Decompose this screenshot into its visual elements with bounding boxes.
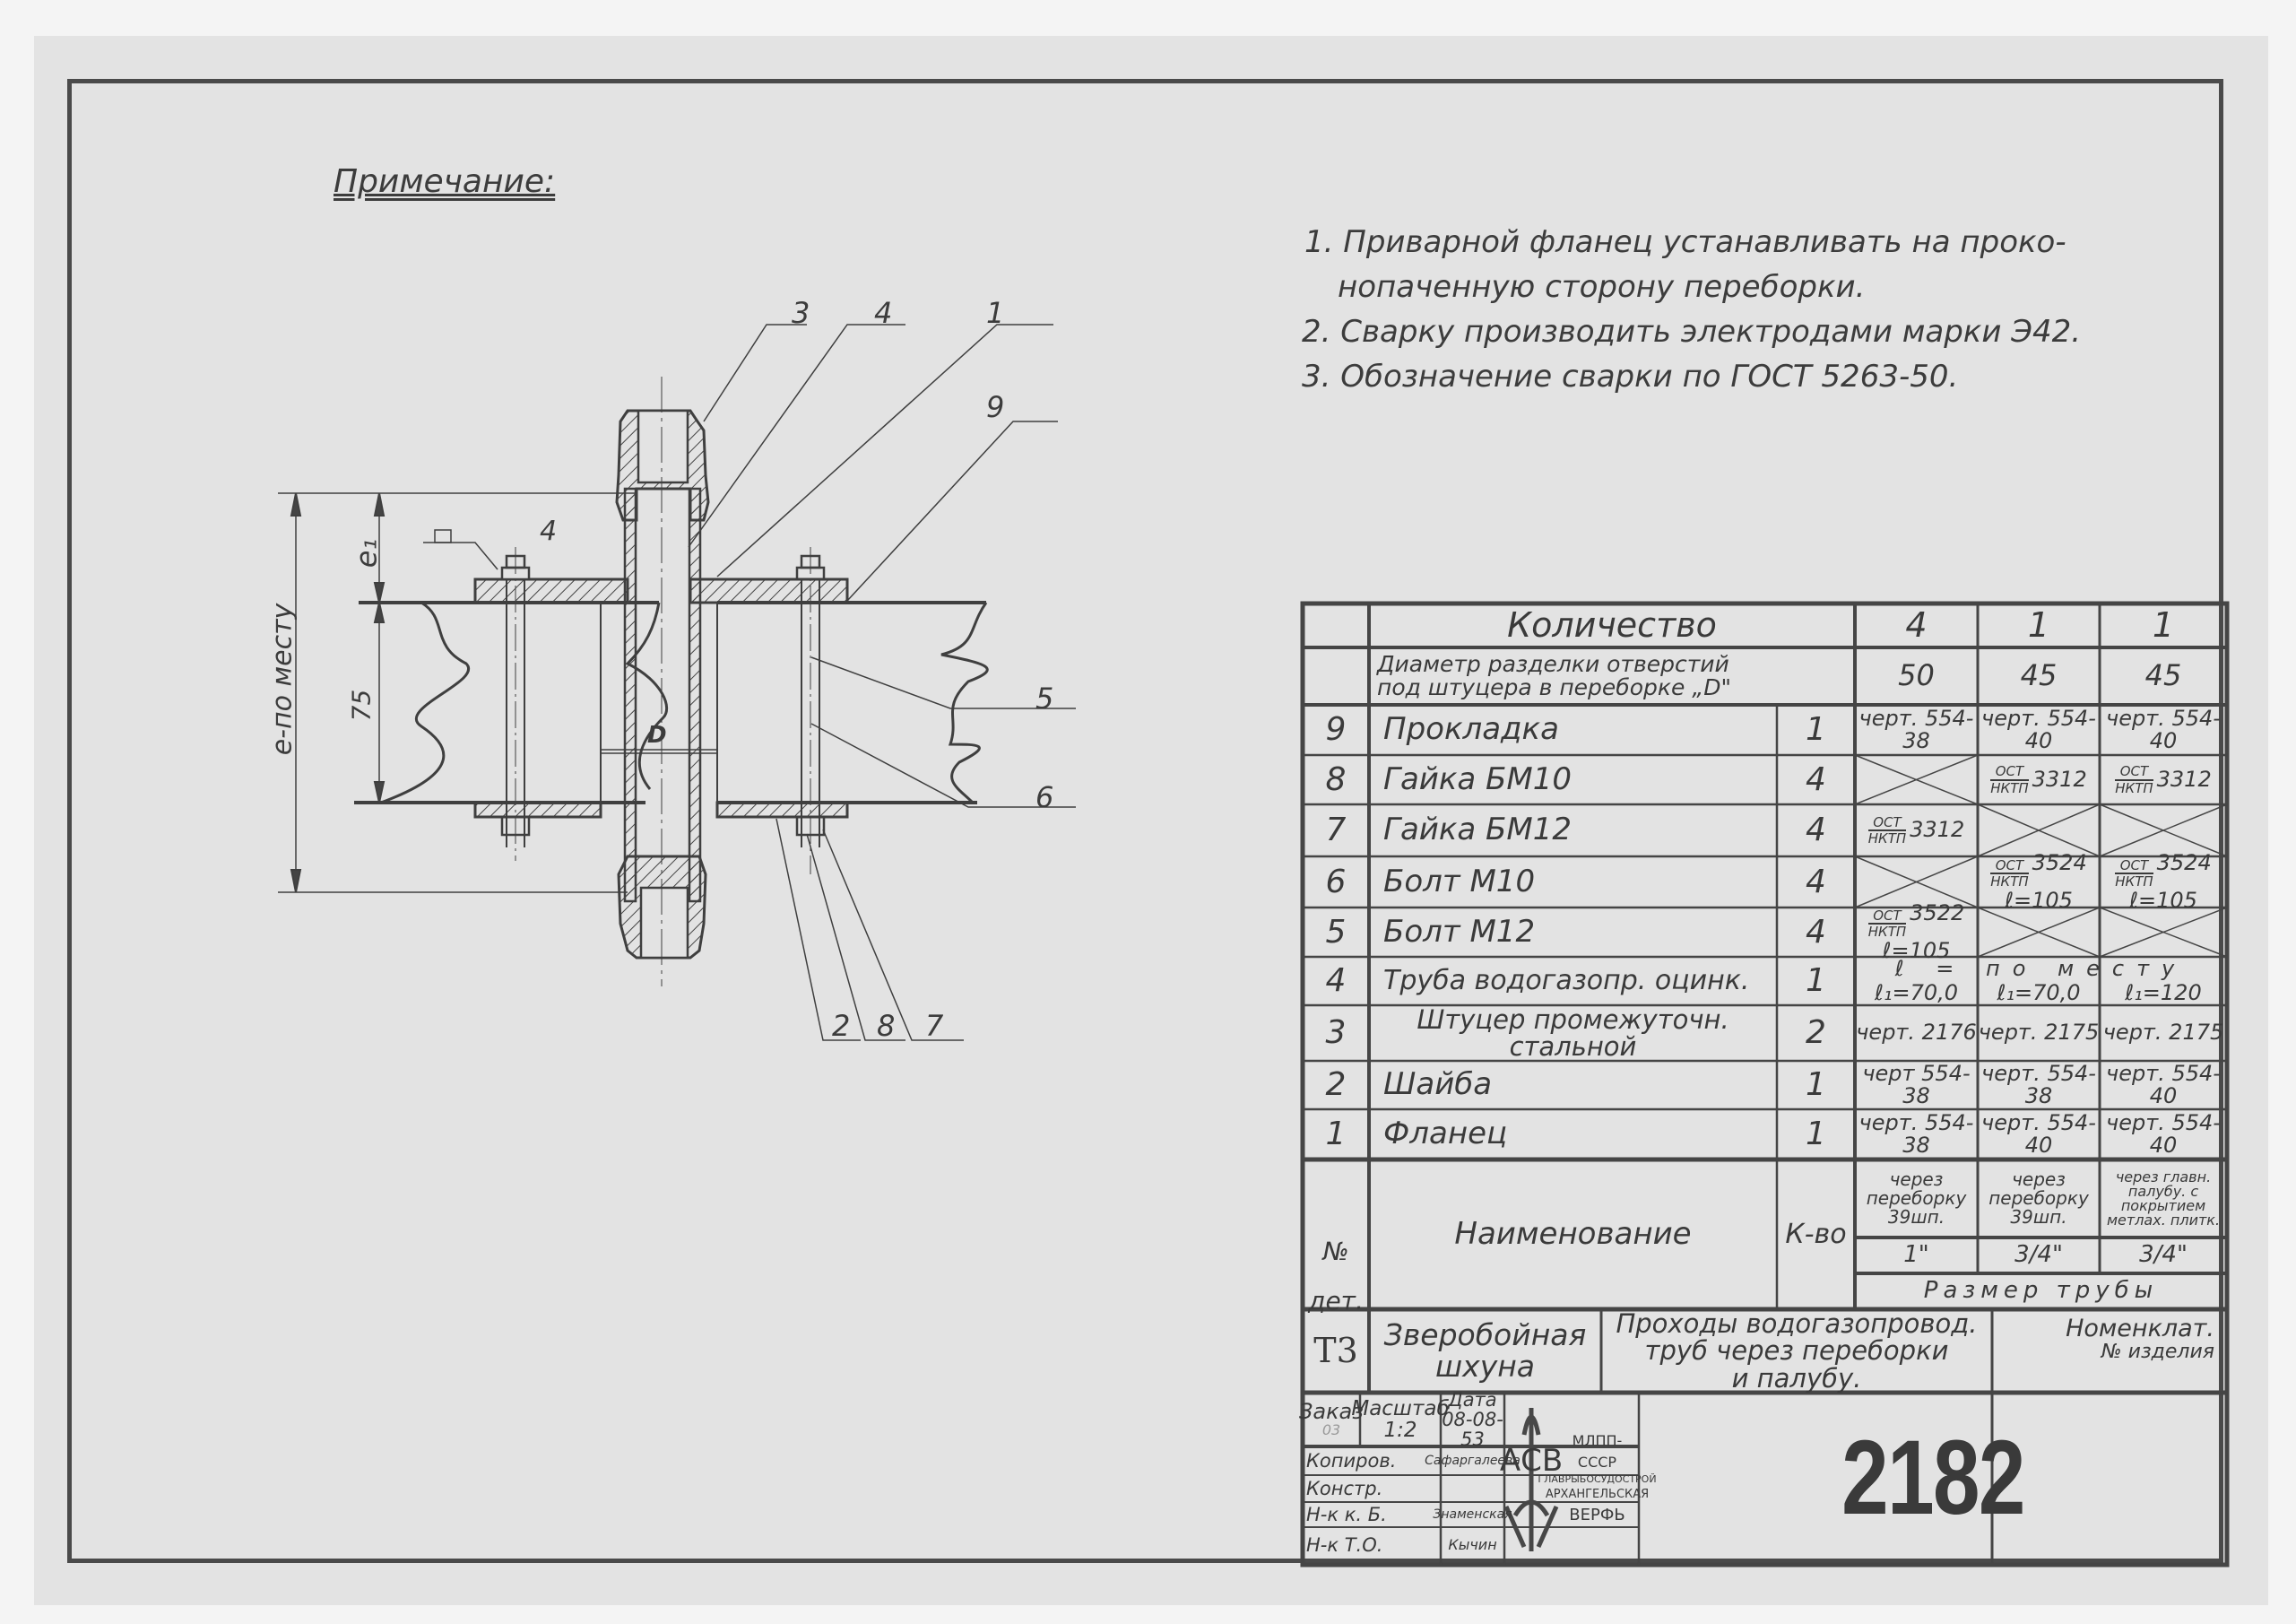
callout-2: 2 — [832, 1009, 851, 1043]
row-3-name — [1369, 1005, 1777, 1061]
quantity-variant-3: 1 — [2152, 604, 2175, 645]
row-7-no: 7 — [1325, 812, 1347, 849]
callout-8: 8 — [877, 1009, 896, 1043]
vessel-line-2: шхуна — [1434, 1348, 1536, 1384]
note-1-line-1: 1. Приварной фланец устанавливать на проко- — [1304, 224, 2066, 260]
row-9-qty: 1 — [1806, 711, 1826, 749]
row-4-no: 4 — [1325, 962, 1347, 1000]
role-designer-name — [1441, 1475, 1504, 1502]
row-2-name: Шайба — [1383, 1066, 1493, 1103]
row-3-qty: 2 — [1806, 1014, 1826, 1052]
row-9-no: 9 — [1325, 711, 1347, 749]
row-1-no: 1 — [1325, 1116, 1347, 1153]
header-no-symbol: № — [1322, 1236, 1349, 1266]
row-4-name: Труба водогазопр. оцинк. — [1383, 965, 1750, 997]
row-5-no: 5 — [1325, 913, 1347, 951]
row-9-variant-1: черт. 554-38 — [1858, 705, 1974, 753]
ost-label: ОСТ — [1868, 908, 1906, 925]
passage-variant-2 — [1978, 1159, 2100, 1238]
scale-label: Масштаб — [1351, 1396, 1450, 1420]
role-designer: Констр. — [1306, 1477, 1383, 1499]
role-copied: Копиров. — [1306, 1449, 1397, 1472]
row-7-name: Гайка БМ12 — [1383, 812, 1572, 848]
nktp-label: НКТП — [2115, 779, 2153, 796]
role-head-to: Н-к Т.О. — [1306, 1533, 1383, 1556]
notes-title: Примечание: — [334, 163, 556, 200]
passage-line: метлах. плитк. — [2106, 1211, 2221, 1229]
nktp-label: НКТП — [1867, 924, 1907, 941]
passage-line: переборку — [1988, 1187, 2089, 1209]
bolt-length: ℓ=105 — [2129, 887, 2197, 913]
ost-label: ОСТ — [2115, 764, 2153, 781]
row-1-variant-2: черт. 554-40 — [1981, 1109, 2096, 1158]
dimension-D: D — [647, 722, 667, 749]
drawing-number: 2182 — [1841, 1419, 2024, 1538]
row-4-variant-1: ℓ₁=70,0 — [1874, 979, 1959, 1005]
row-3-variant-1: черт. 2176 — [1856, 1020, 1977, 1046]
vessel-type — [1369, 1309, 1601, 1393]
organization — [1538, 1393, 1657, 1565]
pipe-size-label: Размер трубы — [1923, 1277, 2159, 1305]
vessel-line-1: Зверобойная — [1383, 1316, 1587, 1352]
row-4-variant-2: ℓ₁=70,0 — [1997, 979, 2081, 1005]
row-3-no: 3 — [1325, 1014, 1347, 1052]
quantity-label: Количество — [1507, 604, 1717, 645]
row-3-name-line-2: стальной — [1509, 1031, 1637, 1062]
pipe-size-variant-3: 3/4" — [2139, 1241, 2188, 1269]
row-8-qty: 4 — [1806, 760, 1826, 798]
passage-line: покрытием — [2120, 1196, 2206, 1214]
standard-number: 3312 — [2156, 766, 2212, 792]
callout-7: 7 — [925, 1009, 944, 1043]
row-9-variant-2: черт. 554-40 — [1981, 705, 2096, 753]
row-2-variant-2: черт. 554-38 — [1981, 1060, 2096, 1108]
row-5-qty: 4 — [1806, 913, 1826, 951]
row-6-qty: 4 — [1806, 863, 1826, 900]
passage-line: палубу. с — [2127, 1182, 2199, 1200]
row-7-variant-1 — [1855, 804, 1978, 856]
diameter-label-line-1: Диаметр разделки отверстий — [1377, 650, 1729, 677]
order-value: 03 — [1321, 1421, 1341, 1439]
diameter-label — [1372, 647, 1855, 705]
pipe-size-variant-1: 1" — [1903, 1241, 1929, 1269]
standard-number: 3524 — [2156, 849, 2212, 875]
header-name: Наименование — [1454, 1215, 1692, 1252]
org-line-1: МЛПП-СССР — [1572, 1432, 1623, 1471]
diameter-label-line-2: под штуцера в переборке „D" — [1377, 674, 1732, 700]
order-label: Заказ — [1298, 1399, 1365, 1424]
note-2: 2. Сварку производить электродами марки Э42. — [1302, 314, 2082, 350]
header-qty: К-во — [1785, 1218, 1847, 1250]
row-2-qty: 1 — [1806, 1066, 1826, 1104]
dimension-75: 75 — [346, 689, 377, 722]
date-value: 08-08-53 — [1442, 1408, 1503, 1451]
bolt-length: ℓ=105 — [1882, 937, 1951, 963]
row-1-name: Фланец — [1383, 1116, 1508, 1152]
nktp-label: НКТП — [1867, 830, 1907, 847]
row-1-variant-1: черт. 554-38 — [1858, 1109, 1974, 1158]
role-head-kb: Н-к к. Б. — [1306, 1503, 1387, 1525]
row-3-variant-2: черт. 2175 — [1978, 1020, 2100, 1046]
scale-value: 1:2 — [1383, 1419, 1417, 1442]
scale-field — [1351, 1393, 1450, 1446]
dimension-e-in-place: e-по месту — [266, 603, 299, 756]
row-6-variant-3 — [2100, 849, 2227, 913]
note-3: 3. Обозначение сварки по ГОСТ 5263-50. — [1302, 359, 1959, 395]
row-4-variant-3: ℓ₁=120 — [2125, 979, 2202, 1005]
date-field — [1441, 1388, 1504, 1451]
ost-label: ОСТ — [1868, 815, 1906, 832]
passage-line: через — [1889, 1168, 1944, 1190]
passage-line: переборку — [1866, 1187, 1967, 1209]
callout-weld-4: 4 — [540, 516, 558, 547]
row-3-variant-3: черт. 2175 — [2102, 1020, 2224, 1046]
title-code: Т3 — [1313, 1330, 1358, 1370]
row-4-length-note: ℓ = по месту — [1894, 955, 2188, 981]
date-label: Дата — [1448, 1388, 1497, 1411]
quantity-variant-1: 4 — [1905, 604, 1928, 645]
row-2-variant-1: черт 554-38 — [1862, 1060, 1971, 1108]
diameter-variant-2: 45 — [2020, 658, 2058, 693]
role-copied-name: Сафаргалеева — [1425, 1453, 1521, 1468]
row-4-qty: 1 — [1806, 962, 1826, 1000]
callout-9: 9 — [986, 390, 1005, 424]
row-8-no: 8 — [1325, 760, 1347, 798]
drawing-title-line-3: и палубу. — [1731, 1362, 1862, 1394]
passage-line: 39шп. — [1887, 1206, 1945, 1228]
diameter-variant-3: 45 — [2144, 658, 2182, 693]
row-8-variant-2 — [1978, 755, 2100, 804]
passage-line: 39шп. — [2010, 1206, 2067, 1228]
org-line-4: ВЕРФЬ — [1569, 1505, 1625, 1524]
drawing-title-line-1: Проходы водогазопровод. — [1616, 1307, 1978, 1339]
row-1-qty: 1 — [1806, 1116, 1826, 1153]
header-det: дет. — [1308, 1286, 1364, 1316]
passage-line: через — [2012, 1168, 2066, 1190]
callout-4: 4 — [874, 296, 893, 330]
nktp-label: НКТП — [2115, 873, 2153, 890]
row-8-variant-3 — [2100, 755, 2227, 804]
standard-number: 3524 — [2032, 849, 2087, 875]
logo-letters: АСВ — [1499, 1443, 1564, 1480]
callout-3: 3 — [792, 296, 810, 330]
passage-variant-3 — [2100, 1159, 2227, 1238]
drawing-title-line-2: труб через переборки — [1644, 1335, 1949, 1367]
ost-label: ОСТ — [1990, 858, 2028, 875]
row-9-variant-3: черт. 554-40 — [2106, 705, 2221, 753]
role-head-to-name: Кычин — [1448, 1535, 1497, 1553]
ost-label: ОСТ — [1990, 764, 2028, 781]
row-1-variant-3: черт. 554-40 — [2106, 1109, 2221, 1158]
row-6-variant-2 — [1978, 849, 2100, 913]
standard-number: 3522 — [1910, 899, 1965, 925]
row-2-variant-3: черт. 554-40 — [2106, 1060, 2221, 1108]
quantity-variant-2: 1 — [2027, 604, 2050, 645]
row-9-name: Прокладка — [1383, 711, 1559, 748]
row-3-name-line-1: Штуцер промежуточн. — [1417, 1003, 1729, 1035]
dimension-e1: e₁ — [349, 538, 384, 569]
diameter-variant-1: 50 — [1898, 658, 1935, 693]
item-number-label: № изделия — [2101, 1341, 2214, 1364]
row-7-qty: 4 — [1806, 812, 1826, 849]
ost-label: ОСТ — [2115, 858, 2153, 875]
row-5-name: Болт М12 — [1383, 913, 1536, 950]
bolt-length: ℓ=105 — [2005, 887, 2073, 913]
org-line-2: ГЛАВРЫБОСУДОСТРОЙ — [1538, 1472, 1657, 1485]
drawing-title — [1601, 1309, 1992, 1393]
passage-variant-1 — [1855, 1159, 1978, 1238]
callout-6: 6 — [1035, 780, 1054, 814]
callout-1: 1 — [986, 296, 1005, 330]
nomenclature-label: Номенклат. — [2066, 1315, 2214, 1342]
nktp-label: НКТП — [1990, 873, 2029, 890]
row-8-name: Гайка БМ10 — [1383, 760, 1572, 797]
row-6-name: Болт М10 — [1383, 863, 1536, 899]
note-1-line-2: нопаченную сторону переборки. — [1338, 269, 1866, 305]
pipe-size-variant-2: 3/4" — [2014, 1241, 2063, 1269]
org-line-3: АРХАНГЕЛЬСКАЯ — [1545, 1487, 1650, 1501]
row-5-variant-1 — [1855, 899, 1978, 963]
row-2-no: 2 — [1325, 1066, 1347, 1104]
passage-line: через главн. — [2115, 1168, 2212, 1185]
callout-5: 5 — [1035, 682, 1054, 716]
standard-number: 3312 — [1910, 817, 1965, 843]
nomenclature-field — [1992, 1309, 2227, 1393]
row-6-no: 6 — [1325, 863, 1347, 900]
standard-number: 3312 — [2032, 766, 2087, 792]
role-head-kb-name: Знаменская — [1433, 1507, 1512, 1522]
nktp-label: НКТП — [1990, 779, 2029, 796]
